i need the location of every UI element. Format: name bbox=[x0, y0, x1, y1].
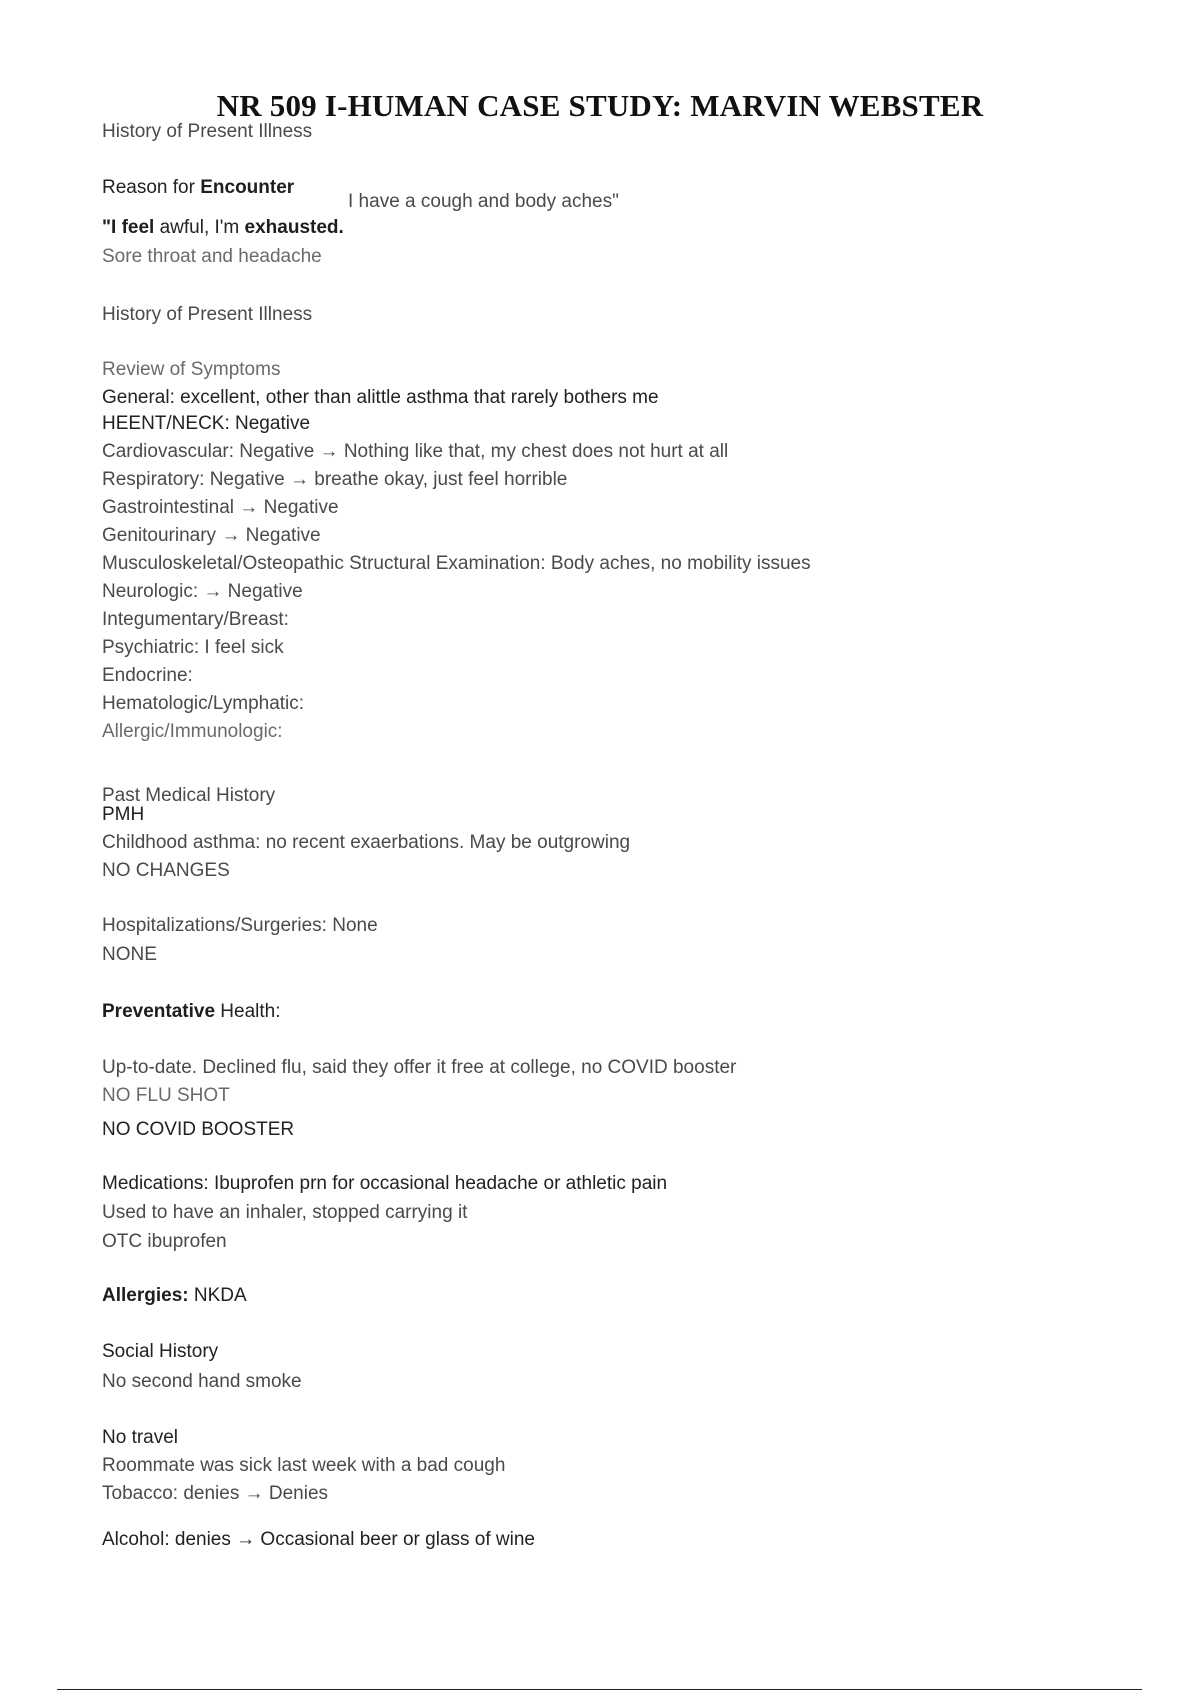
reason-quote-part1 bbox=[102, 216, 344, 240]
reason-quote-a: "I feel bbox=[102, 217, 155, 238]
ros-line: Hematologic/Lymphatic: bbox=[102, 693, 305, 714]
preventative-line: NO FLU SHOT bbox=[102, 1085, 230, 1106]
allergies-line bbox=[102, 1284, 247, 1308]
preventative-heading-bold: Preventative bbox=[102, 1001, 216, 1022]
social-line: Alcohol: denies → Occasional beer or glass of wine bbox=[102, 1529, 536, 1550]
ros-line: Psychiatric: I feel sick bbox=[102, 637, 284, 658]
document-title: NR 509 I-HUMAN CASE STUDY: MARVIN WEBSTER bbox=[216, 88, 984, 123]
hospitalizations-line: NONE bbox=[102, 944, 157, 965]
medications-line: OTC ibuprofen bbox=[102, 1231, 227, 1252]
reason-symptoms: Sore throat and headache bbox=[102, 246, 322, 267]
social-heading: Social History bbox=[102, 1341, 219, 1362]
ros-line: General: excellent, other than alittle asthma that rarely bothers me bbox=[102, 387, 659, 408]
reason-quote-part2: I have a cough and body aches" bbox=[348, 191, 619, 212]
ros-line: Musculoskeletal/Osteopathic Structural Examination: Body aches, no mobility issues bbox=[102, 553, 811, 574]
bottom-divider bbox=[57, 1689, 1142, 1690]
hpi-label-top: History of Present Illness bbox=[102, 121, 313, 142]
preventative-heading bbox=[102, 1000, 281, 1024]
social-line: No second hand smoke bbox=[102, 1371, 302, 1392]
ros-line: HEENT/NECK: Negative bbox=[102, 413, 311, 434]
reason-label-bold: Encounter bbox=[200, 177, 295, 198]
social-line: Roommate was sick last week with a bad cough bbox=[102, 1455, 506, 1476]
ros-line: Integumentary/Breast: bbox=[102, 609, 289, 630]
preventative-line: Up-to-date. Declined flu, said they offer it free at college, no COVID booster bbox=[102, 1057, 737, 1078]
hpi-label: History of Present Illness bbox=[102, 304, 313, 325]
pmh-abbr: PMH bbox=[102, 804, 145, 825]
ros-line: Neurologic: → Negative bbox=[102, 581, 303, 602]
allergies-value: NKDA bbox=[188, 1285, 247, 1306]
pmh-line: Childhood asthma: no recent exaerbations. May be outgrowing bbox=[102, 832, 631, 853]
reason-quote-b: awful, I'm bbox=[154, 217, 245, 238]
hospitalizations-line: Hospitalizations/Surgeries: None bbox=[102, 915, 378, 936]
social-line: Tobacco: denies → Denies bbox=[102, 1483, 329, 1504]
pmh-heading: Past Medical History bbox=[102, 785, 276, 806]
social-line: No travel bbox=[102, 1427, 179, 1448]
preventative-heading-rest: Health: bbox=[215, 1001, 281, 1022]
medications-line: Used to have an inhaler, stopped carrying it bbox=[102, 1202, 468, 1223]
ros-line: Genitourinary → Negative bbox=[102, 525, 321, 546]
pmh-line: NO CHANGES bbox=[102, 860, 230, 881]
ros-line: Allergic/Immunologic: bbox=[102, 721, 283, 742]
reason-quote-c: exhausted. bbox=[244, 217, 344, 238]
allergies-label: Allergies: bbox=[102, 1285, 189, 1306]
medications-line: Medications: Ibuprofen prn for occasional headache or athletic pain bbox=[102, 1173, 668, 1194]
reason-label-prefix: Reason for bbox=[102, 177, 201, 198]
preventative-line: NO COVID BOOSTER bbox=[102, 1119, 295, 1140]
ros-line: Cardiovascular: Negative → Nothing like that, my chest does not hurt at all bbox=[102, 441, 729, 462]
ros-line: Endocrine: bbox=[102, 665, 193, 686]
reason-label bbox=[102, 176, 294, 200]
ros-line: Gastrointestinal → Negative bbox=[102, 497, 339, 518]
ros-line: Respiratory: Negative → breathe okay, just feel horrible bbox=[102, 469, 568, 490]
ros-heading: Review of Symptoms bbox=[102, 359, 281, 380]
